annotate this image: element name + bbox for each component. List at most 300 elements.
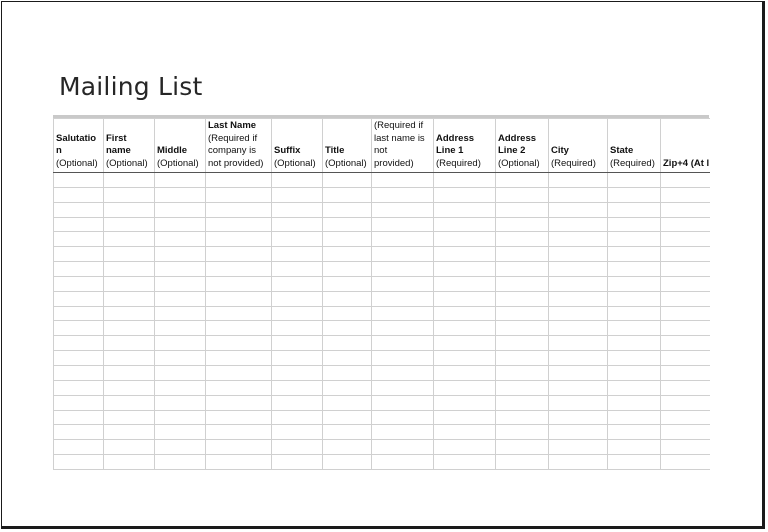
- table-row: [54, 321, 710, 336]
- table-cell[interactable]: [104, 276, 155, 291]
- table-cell[interactable]: [272, 455, 323, 470]
- table-cell[interactable]: [661, 321, 710, 336]
- column-header-line: (Required if: [208, 132, 258, 144]
- table-cell[interactable]: [104, 351, 155, 366]
- table-cell[interactable]: [272, 365, 323, 380]
- table-cell[interactable]: [608, 291, 661, 306]
- table-cell[interactable]: [661, 440, 710, 455]
- table-cell[interactable]: [496, 365, 549, 380]
- table-row: [54, 395, 710, 410]
- table-cell[interactable]: [206, 380, 272, 395]
- table-cell[interactable]: [272, 232, 323, 247]
- table-cell[interactable]: [155, 232, 206, 247]
- table-cell[interactable]: [372, 202, 434, 217]
- table-cell[interactable]: [206, 336, 272, 351]
- table-cell[interactable]: [496, 410, 549, 425]
- table-cell[interactable]: [155, 395, 206, 410]
- table-cell[interactable]: [54, 351, 104, 366]
- table-row: [54, 410, 710, 425]
- table-cell[interactable]: [323, 187, 372, 202]
- table-cell[interactable]: [372, 380, 434, 395]
- table-cell[interactable]: [54, 276, 104, 291]
- column-header-line: (Optional): [325, 157, 367, 169]
- table-cell[interactable]: [155, 455, 206, 470]
- table-cell[interactable]: [206, 455, 272, 470]
- column-header-line: Line 1: [436, 145, 464, 156]
- table-cell[interactable]: [661, 351, 710, 366]
- table-cell[interactable]: [608, 380, 661, 395]
- table-cell[interactable]: [434, 440, 496, 455]
- table-cell[interactable]: [549, 187, 608, 202]
- table-cell[interactable]: [272, 425, 323, 440]
- table-cell[interactable]: [549, 425, 608, 440]
- table-row: [54, 276, 710, 291]
- table-cell[interactable]: [155, 321, 206, 336]
- table-cell[interactable]: [608, 306, 661, 321]
- table-cell[interactable]: [661, 395, 710, 410]
- table-cell[interactable]: [272, 173, 323, 188]
- table-cell[interactable]: [496, 425, 549, 440]
- table-cell[interactable]: [272, 380, 323, 395]
- table-cell[interactable]: [608, 247, 661, 262]
- table-cell[interactable]: [155, 336, 206, 351]
- table-cell[interactable]: [272, 440, 323, 455]
- table-cell[interactable]: [323, 247, 372, 262]
- table-cell[interactable]: [434, 425, 496, 440]
- table-cell[interactable]: [54, 321, 104, 336]
- table-cell[interactable]: [323, 440, 372, 455]
- table-cell[interactable]: [104, 202, 155, 217]
- table-row: [54, 336, 710, 351]
- table-cell[interactable]: [323, 291, 372, 306]
- table-cell[interactable]: [608, 321, 661, 336]
- table-cell[interactable]: [661, 365, 710, 380]
- table-cell[interactable]: [608, 232, 661, 247]
- table-cell[interactable]: [549, 336, 608, 351]
- column-header-line: (Required): [436, 157, 481, 169]
- table-cell[interactable]: [272, 291, 323, 306]
- table-cell[interactable]: [661, 306, 710, 321]
- table-cell[interactable]: [104, 440, 155, 455]
- table-cell[interactable]: [206, 202, 272, 217]
- table-cell[interactable]: [661, 425, 710, 440]
- table-cell[interactable]: [372, 291, 434, 306]
- table-cell[interactable]: [54, 262, 104, 277]
- table-cell[interactable]: [155, 276, 206, 291]
- table-cell[interactable]: [434, 336, 496, 351]
- column-header-line: State: [610, 145, 634, 156]
- table-cell[interactable]: [155, 440, 206, 455]
- table-row: [54, 291, 710, 306]
- table-cell[interactable]: [434, 187, 496, 202]
- table-cell[interactable]: [549, 395, 608, 410]
- column-header-line: First: [106, 132, 127, 144]
- table-cell[interactable]: [661, 202, 710, 217]
- table-cell[interactable]: [104, 395, 155, 410]
- table-row: [54, 173, 710, 188]
- table-cell[interactable]: [104, 232, 155, 247]
- table-row: [54, 232, 710, 247]
- table-cell[interactable]: [104, 410, 155, 425]
- table-cell[interactable]: [54, 395, 104, 410]
- table-cell[interactable]: [54, 410, 104, 425]
- table-cell[interactable]: [54, 365, 104, 380]
- table-cell[interactable]: [496, 351, 549, 366]
- table-cell[interactable]: [608, 187, 661, 202]
- column-header[interactable]: [206, 119, 272, 173]
- table-cell[interactable]: [661, 262, 710, 277]
- table-cell[interactable]: [434, 262, 496, 277]
- table-cell[interactable]: [206, 173, 272, 188]
- table-cell[interactable]: [54, 202, 104, 217]
- table-cell[interactable]: [54, 306, 104, 321]
- table-cell[interactable]: [323, 380, 372, 395]
- table-cell[interactable]: [372, 247, 434, 262]
- column-header-line: (Optional): [56, 157, 98, 169]
- table-cell[interactable]: [323, 217, 372, 232]
- table-cell[interactable]: [323, 455, 372, 470]
- column-header[interactable]: [434, 119, 496, 173]
- table-cell[interactable]: [661, 247, 710, 262]
- column-header-line: Line 2: [498, 145, 526, 156]
- table-cell[interactable]: [372, 173, 434, 188]
- table-cell[interactable]: [272, 410, 323, 425]
- table-row: [54, 440, 710, 455]
- column-header[interactable]: [54, 119, 104, 173]
- table-row: [54, 247, 710, 262]
- table-cell[interactable]: [661, 291, 710, 306]
- table-cell[interactable]: [155, 291, 206, 306]
- table-cell[interactable]: [434, 247, 496, 262]
- table-cell[interactable]: [104, 291, 155, 306]
- table-cell[interactable]: [661, 336, 710, 351]
- table-cell[interactable]: [496, 306, 549, 321]
- column-header[interactable]: [496, 119, 549, 173]
- table-cell[interactable]: [608, 425, 661, 440]
- table-cell[interactable]: [206, 440, 272, 455]
- table-cell[interactable]: [608, 173, 661, 188]
- table-cell[interactable]: [206, 217, 272, 232]
- table-cell[interactable]: [496, 173, 549, 188]
- column-header-line: n: [56, 145, 62, 156]
- table-cell[interactable]: [104, 336, 155, 351]
- table-cell[interactable]: [549, 410, 608, 425]
- table-cell[interactable]: [272, 262, 323, 277]
- table-cell[interactable]: [272, 202, 323, 217]
- table-cell[interactable]: [155, 306, 206, 321]
- table-cell[interactable]: [206, 187, 272, 202]
- table-cell[interactable]: [496, 232, 549, 247]
- column-header[interactable]: [661, 119, 710, 173]
- table-cell[interactable]: [372, 336, 434, 351]
- table-cell[interactable]: [206, 321, 272, 336]
- table-cell[interactable]: [434, 217, 496, 232]
- table-cell[interactable]: [104, 217, 155, 232]
- column-header-line: Last Name: [208, 120, 257, 131]
- table-cell[interactable]: [155, 380, 206, 395]
- column-header-line: (Required): [551, 157, 596, 169]
- table-cell[interactable]: [54, 440, 104, 455]
- table-cell[interactable]: [549, 291, 608, 306]
- table-cell[interactable]: [323, 173, 372, 188]
- table-cell[interactable]: [372, 321, 434, 336]
- table-cell[interactable]: [434, 365, 496, 380]
- table-cell[interactable]: [434, 351, 496, 366]
- table-cell[interactable]: [434, 232, 496, 247]
- table-cell[interactable]: [104, 365, 155, 380]
- table-cell[interactable]: [54, 336, 104, 351]
- table-cell[interactable]: [608, 455, 661, 470]
- table-cell[interactable]: [155, 217, 206, 232]
- table-cell[interactable]: [496, 395, 549, 410]
- table-cell[interactable]: [372, 351, 434, 366]
- table-cell[interactable]: [323, 321, 372, 336]
- table-row: [54, 351, 710, 366]
- table-cell[interactable]: [155, 173, 206, 188]
- table-cell[interactable]: [54, 380, 104, 395]
- table-cell[interactable]: [323, 351, 372, 366]
- table-cell[interactable]: [372, 262, 434, 277]
- table-cell[interactable]: [372, 217, 434, 232]
- table-cell[interactable]: [496, 262, 549, 277]
- column-header-line: (Optional): [274, 157, 316, 169]
- table-cell[interactable]: [549, 455, 608, 470]
- table-cell[interactable]: [608, 395, 661, 410]
- table-cell[interactable]: [54, 173, 104, 188]
- table-cell[interactable]: [206, 365, 272, 380]
- table-cell[interactable]: [323, 425, 372, 440]
- column-header-line: (Optional): [498, 157, 540, 169]
- table-cell[interactable]: [104, 187, 155, 202]
- table-cell[interactable]: [434, 410, 496, 425]
- table-cell[interactable]: [496, 247, 549, 262]
- table-cell[interactable]: [272, 306, 323, 321]
- table-row: [54, 425, 710, 440]
- table-cell[interactable]: [155, 365, 206, 380]
- column-header-line: Address: [436, 132, 475, 144]
- table-cell[interactable]: [549, 202, 608, 217]
- table-cell[interactable]: [54, 232, 104, 247]
- table-cell[interactable]: [661, 173, 710, 188]
- column-header-line: not provided): [208, 157, 264, 169]
- table-cell[interactable]: [272, 395, 323, 410]
- table-cell[interactable]: [372, 232, 434, 247]
- table-cell[interactable]: [323, 365, 372, 380]
- table-cell[interactable]: [206, 395, 272, 410]
- table-cell[interactable]: [206, 351, 272, 366]
- table-cell[interactable]: [206, 306, 272, 321]
- table-row: [54, 380, 710, 395]
- spreadsheet-page: [1, 1, 765, 529]
- table-cell[interactable]: [372, 440, 434, 455]
- column-header-line: Title: [325, 145, 345, 156]
- table-cell[interactable]: [372, 187, 434, 202]
- table-cell[interactable]: [608, 262, 661, 277]
- table-cell[interactable]: [608, 365, 661, 380]
- table-cell[interactable]: [608, 336, 661, 351]
- table-cell[interactable]: [549, 173, 608, 188]
- table-cell[interactable]: [549, 247, 608, 262]
- table-cell[interactable]: [434, 276, 496, 291]
- table-cell[interactable]: [549, 262, 608, 277]
- table-cell[interactable]: [54, 425, 104, 440]
- table-cell[interactable]: [608, 410, 661, 425]
- table-cell[interactable]: [104, 321, 155, 336]
- column-header[interactable]: [608, 119, 661, 173]
- table-cell[interactable]: [372, 395, 434, 410]
- table-cell[interactable]: [54, 187, 104, 202]
- table-cell[interactable]: [372, 425, 434, 440]
- column-header-line: (Required): [610, 157, 655, 169]
- table-cell[interactable]: [434, 173, 496, 188]
- column-header[interactable]: [323, 119, 372, 173]
- column-header-line: company is: [208, 145, 257, 156]
- table-cell[interactable]: [206, 291, 272, 306]
- table-cell[interactable]: [206, 262, 272, 277]
- table-cell[interactable]: [661, 232, 710, 247]
- table-cell[interactable]: [496, 202, 549, 217]
- table-cell[interactable]: [496, 217, 549, 232]
- page-title: Mailing List: [59, 72, 203, 101]
- table-row: [54, 217, 710, 232]
- table-cell[interactable]: [372, 365, 434, 380]
- table-cell[interactable]: [104, 306, 155, 321]
- table-cell[interactable]: [272, 351, 323, 366]
- table-cell[interactable]: [496, 187, 549, 202]
- table-cell[interactable]: [104, 455, 155, 470]
- table-cell[interactable]: [323, 202, 372, 217]
- table-cell[interactable]: [272, 187, 323, 202]
- column-header-line: provided): [374, 157, 414, 169]
- table-cell[interactable]: [608, 440, 661, 455]
- table-cell[interactable]: [496, 380, 549, 395]
- table-cell[interactable]: [272, 276, 323, 291]
- table-cell[interactable]: [496, 455, 549, 470]
- mailing-list-table: [53, 118, 710, 470]
- table-cell[interactable]: [496, 276, 549, 291]
- table-cell[interactable]: [496, 321, 549, 336]
- table-cell[interactable]: [434, 455, 496, 470]
- table-cell[interactable]: [323, 395, 372, 410]
- table-cell[interactable]: [549, 440, 608, 455]
- table-cell[interactable]: [608, 202, 661, 217]
- table-cell[interactable]: [323, 232, 372, 247]
- table-cell[interactable]: [661, 380, 710, 395]
- table-cell[interactable]: [272, 336, 323, 351]
- column-header-line: Address: [498, 132, 537, 144]
- table-cell[interactable]: [372, 306, 434, 321]
- table-cell[interactable]: [155, 262, 206, 277]
- table-cell[interactable]: [54, 247, 104, 262]
- table-cell[interactable]: [54, 291, 104, 306]
- table-cell[interactable]: [434, 306, 496, 321]
- column-header-line: Suffix: [274, 145, 301, 156]
- table-cell[interactable]: [272, 247, 323, 262]
- table-cell[interactable]: [372, 455, 434, 470]
- table-cell[interactable]: [372, 276, 434, 291]
- table-cell[interactable]: [661, 187, 710, 202]
- column-header-line: Zip+4 (At l: [663, 157, 710, 169]
- table-cell[interactable]: [608, 351, 661, 366]
- table-cell[interactable]: [323, 306, 372, 321]
- table-cell[interactable]: [496, 291, 549, 306]
- table-cell[interactable]: [549, 217, 608, 232]
- column-header[interactable]: [104, 119, 155, 173]
- table-cell[interactable]: [434, 321, 496, 336]
- header-row: [54, 119, 710, 173]
- column-header[interactable]: [155, 119, 206, 173]
- table-cell[interactable]: [104, 380, 155, 395]
- table-cell[interactable]: [323, 410, 372, 425]
- table-cell[interactable]: [155, 351, 206, 366]
- table-cell[interactable]: [54, 455, 104, 470]
- table-cell[interactable]: [608, 276, 661, 291]
- table-cell[interactable]: [54, 217, 104, 232]
- column-header[interactable]: [272, 119, 323, 173]
- table-cell[interactable]: [155, 425, 206, 440]
- table-cell[interactable]: [206, 247, 272, 262]
- table-cell[interactable]: [206, 425, 272, 440]
- table-cell[interactable]: [155, 247, 206, 262]
- table-cell[interactable]: [323, 276, 372, 291]
- table-cell[interactable]: [549, 306, 608, 321]
- column-header-line: name: [106, 145, 131, 156]
- table-cell[interactable]: [661, 276, 710, 291]
- column-header[interactable]: [549, 119, 608, 173]
- table-cell[interactable]: [206, 232, 272, 247]
- table-cell[interactable]: [434, 395, 496, 410]
- table-row: [54, 262, 710, 277]
- table-cell[interactable]: [661, 217, 710, 232]
- table-cell[interactable]: [206, 276, 272, 291]
- table-cell[interactable]: [549, 351, 608, 366]
- column-header-line: (Optional): [157, 157, 199, 169]
- table-cell[interactable]: [549, 276, 608, 291]
- table-cell[interactable]: [661, 410, 710, 425]
- table-row: [54, 455, 710, 470]
- table-cell[interactable]: [104, 173, 155, 188]
- table-cell[interactable]: [496, 336, 549, 351]
- table-cell[interactable]: [549, 321, 608, 336]
- table-cell[interactable]: [372, 410, 434, 425]
- table-cell[interactable]: [206, 410, 272, 425]
- table-cell[interactable]: [323, 262, 372, 277]
- table-cell[interactable]: [155, 202, 206, 217]
- table-cell[interactable]: [104, 425, 155, 440]
- table-cell[interactable]: [272, 321, 323, 336]
- table-cell[interactable]: [496, 440, 549, 455]
- table-cell[interactable]: [549, 365, 608, 380]
- column-header[interactable]: [372, 119, 434, 173]
- table-cell[interactable]: [434, 202, 496, 217]
- column-header-line: Salutatio: [56, 132, 97, 144]
- column-header-line: (Optional): [106, 157, 148, 169]
- table-cell[interactable]: [549, 232, 608, 247]
- table-cell[interactable]: [661, 455, 710, 470]
- column-header-line: not: [374, 145, 388, 156]
- table-cell[interactable]: [104, 247, 155, 262]
- table-cell[interactable]: [608, 217, 661, 232]
- table-cell[interactable]: [434, 291, 496, 306]
- table-cell[interactable]: [434, 380, 496, 395]
- column-header-line: Middle: [157, 145, 188, 156]
- table-cell[interactable]: [155, 187, 206, 202]
- table-cell[interactable]: [104, 262, 155, 277]
- table-cell[interactable]: [549, 380, 608, 395]
- table-cell[interactable]: [155, 410, 206, 425]
- table-cell[interactable]: [272, 217, 323, 232]
- table-cell[interactable]: [323, 336, 372, 351]
